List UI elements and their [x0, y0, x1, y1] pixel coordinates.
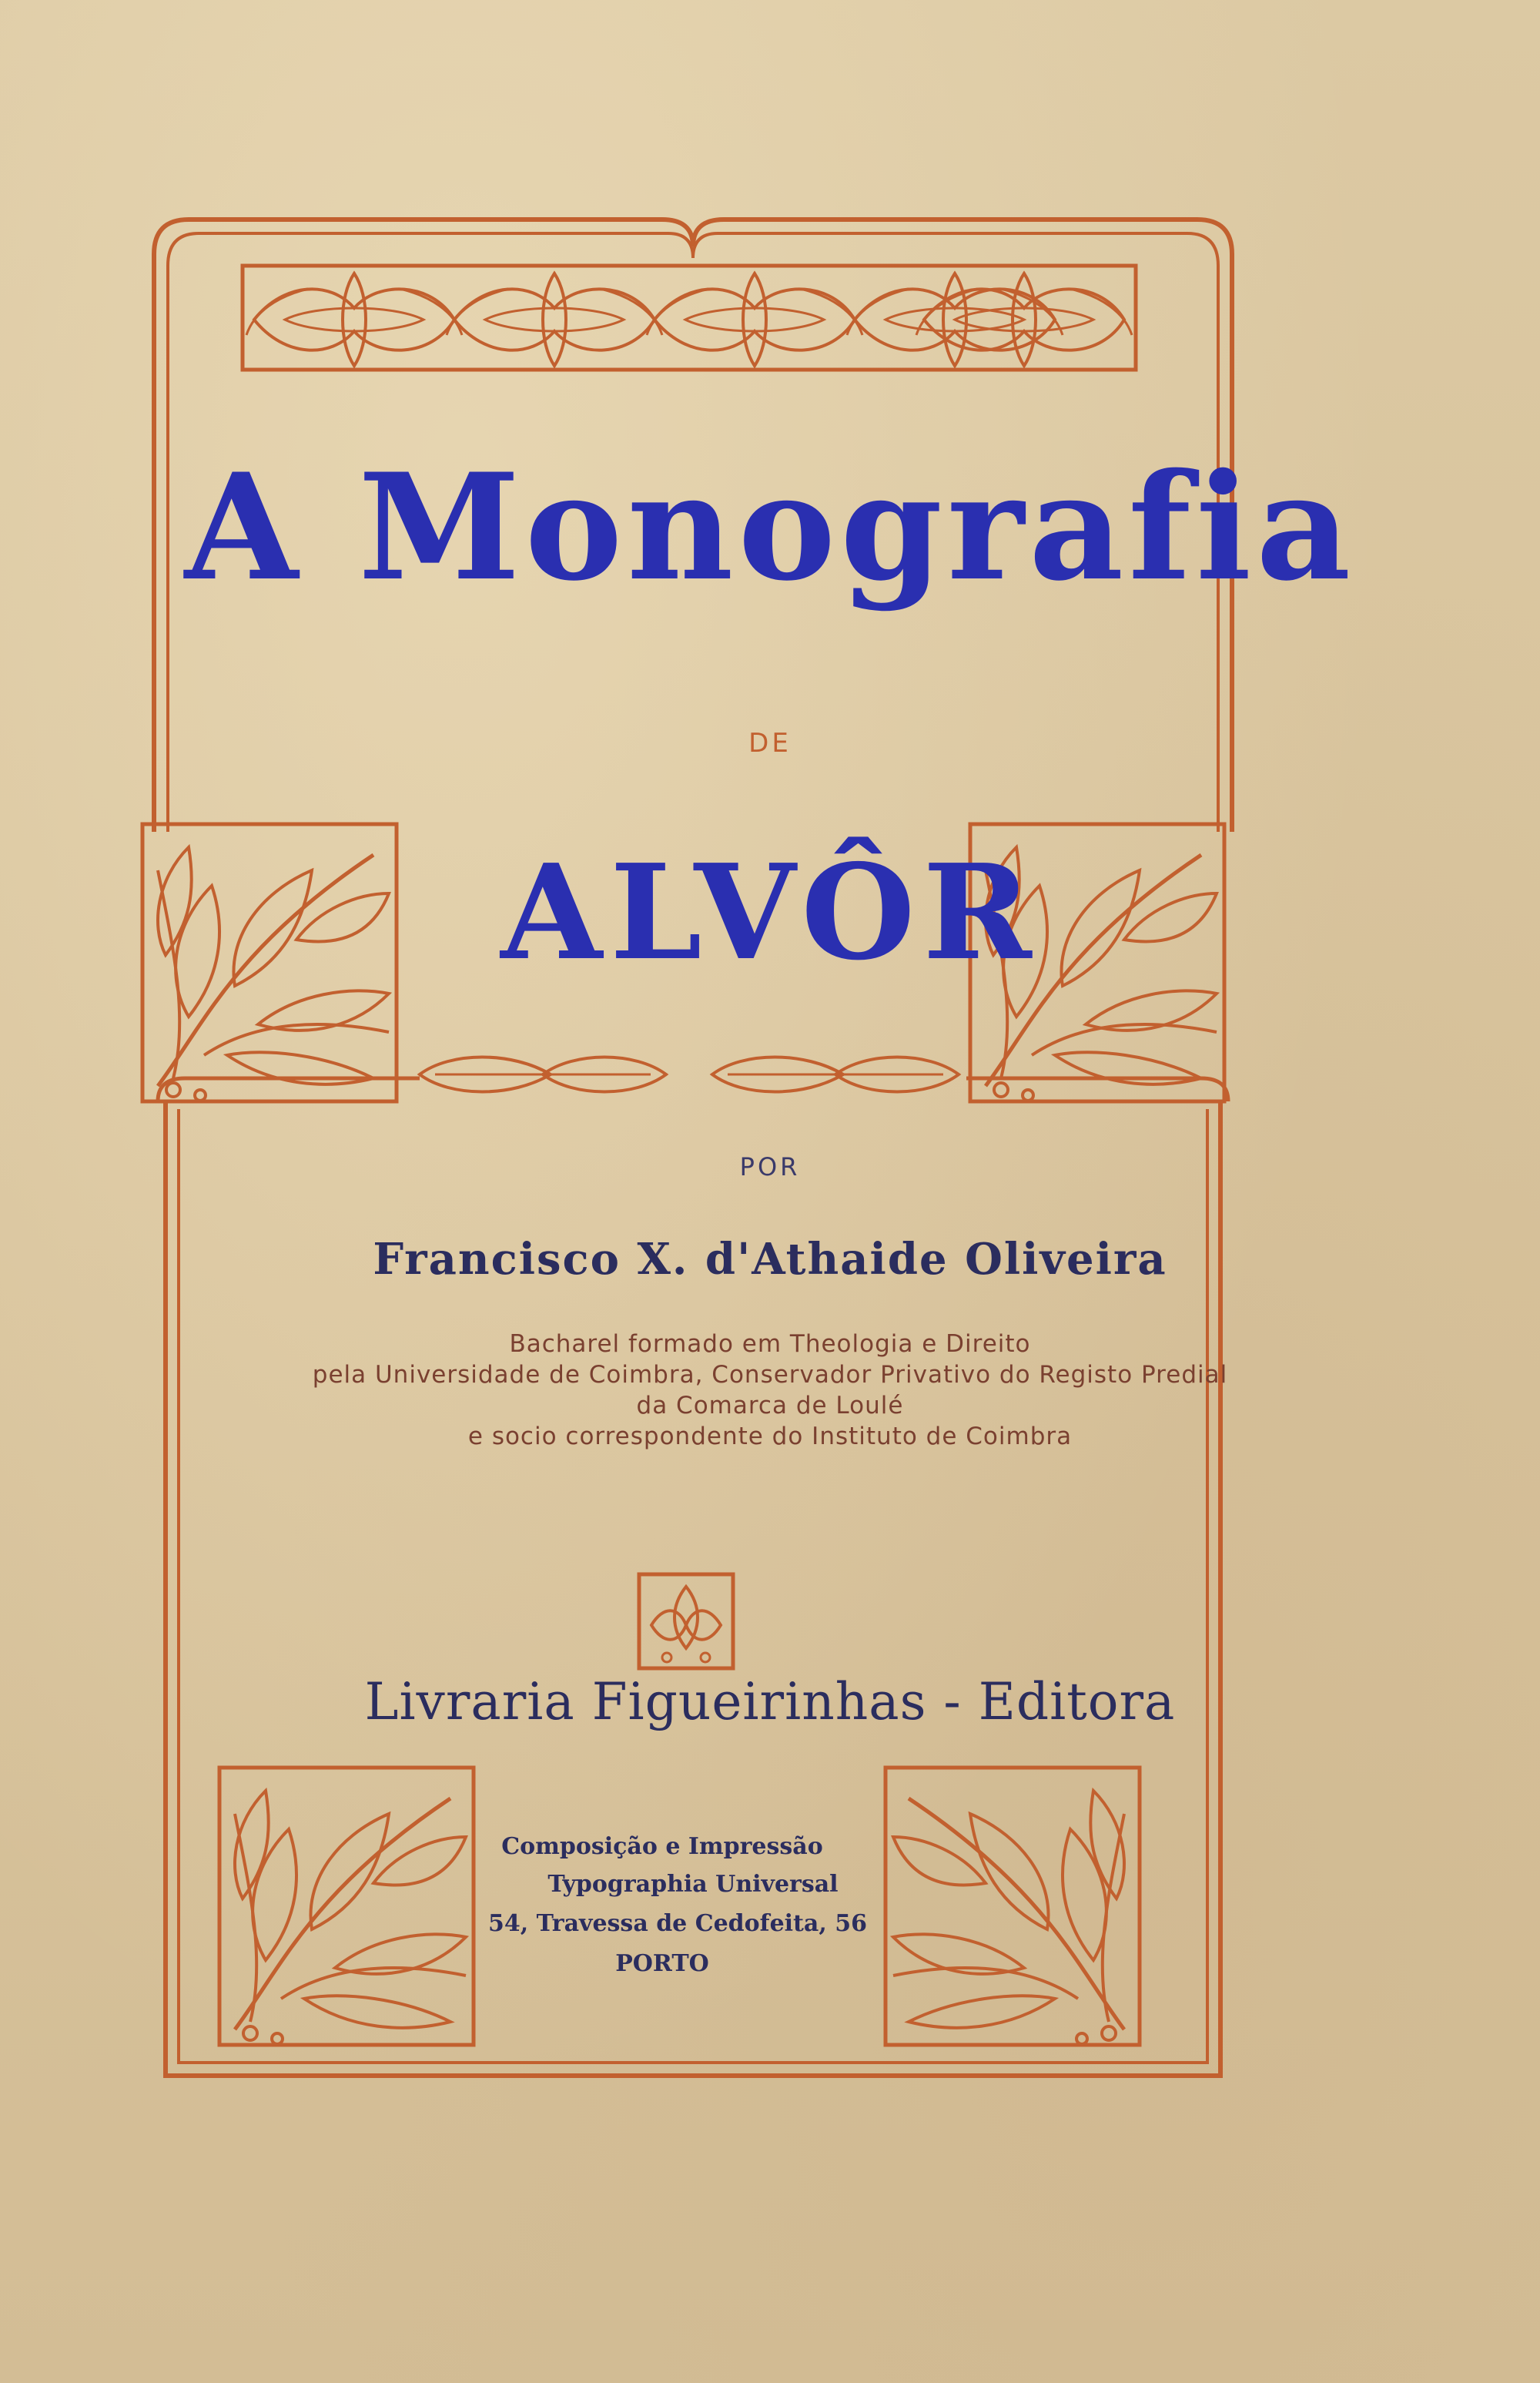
author-intro: POR [739, 1152, 801, 1181]
author-credential-line: pela Universidade de Coimbra, Conservador Privativo do Registo Predial [312, 1361, 1228, 1389]
printer-line: Typographia Universal [547, 1871, 839, 1898]
publisher-flower-emblem [636, 1571, 736, 1671]
publisher-name: Livraria Figueirinhas - Editora [364, 1672, 1176, 1731]
printer-city: PORTO [615, 1950, 709, 1977]
author-credential-line: Bacharel formado em Theologia e Direito [509, 1330, 1031, 1358]
author-credential-line: da Comarca de Loulé [636, 1392, 904, 1419]
printer-line: Composição e Impressão [501, 1833, 823, 1860]
place-name: ALVÔR [500, 836, 1040, 990]
printer-address: 54, Travessa de Cedofeita, 56 [488, 1910, 867, 1937]
book-title: A Monografia [184, 441, 1356, 613]
author-name: Francisco X. d'Athaide Oliveira [373, 1234, 1167, 1285]
title-connector: DE [748, 728, 792, 759]
author-credential-line: e socio correspondente do Instituto de Coimbra [467, 1423, 1073, 1450]
